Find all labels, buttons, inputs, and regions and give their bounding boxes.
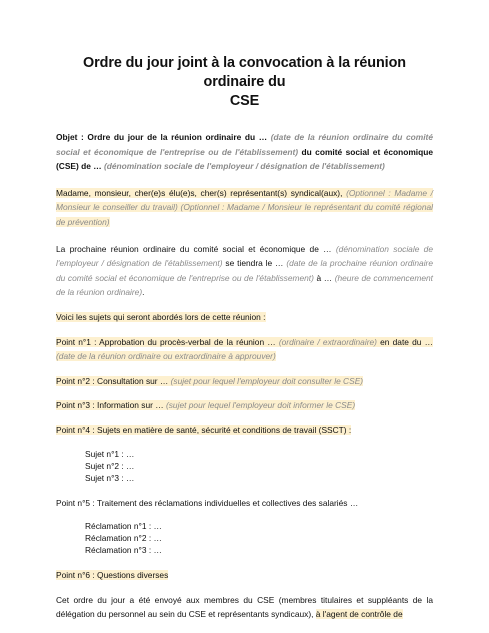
title-line-1: Ordre du jour joint à la convocation à la réunion ordinaire du — [83, 55, 406, 90]
point-2-hint: (sujet pour lequel l'employeur doit consulter le CSE) — [170, 375, 364, 386]
meeting-text-1: La prochaine réunion ordinaire du comité social et économique de … — [56, 243, 336, 254]
point-6-paragraph — [56, 568, 433, 583]
meeting-text-2: se tiendra le … — [222, 258, 287, 269]
salutation-text: Madame, monsieur, cher(e)s élu(e)s, cher(s) représentant(s) syndical(aux), — [56, 187, 347, 198]
meeting-hint-time: (heure de commencement de la réunion ordinaire) — [56, 272, 433, 298]
point-1-paragraph — [56, 335, 433, 364]
objet-text-2: du comité social et économique (CSE) de … — [56, 146, 433, 172]
point-5-text: Point n°5 : Traitement des réclamations individuelles et collectives des salariés … — [56, 497, 359, 508]
objet-paragraph — [56, 130, 433, 174]
reclamation-item: Réclamation n°2 : … — [85, 533, 162, 544]
point-1-hint-type: (ordinaire / extraordinaire) — [278, 336, 377, 347]
point-4-paragraph — [56, 423, 433, 438]
intro-points-paragraph — [56, 310, 433, 325]
closing-text-1: Cet ordre du jour a été envoyé aux membres du CSE (membres titulaires et suppléants de la délégation du personnel au sein du CSE et représentants syndicaux), — [56, 594, 433, 620]
objet-text-1: Objet : Ordre du jour de la réunion ordinaire du … — [56, 132, 271, 142]
point-3-paragraph — [56, 398, 433, 413]
reclamation-item: Réclamation n°3 : … — [85, 545, 162, 556]
closing-paragraph — [56, 593, 433, 622]
title-line-2: CSE — [229, 93, 260, 109]
point-1-text-1: Point n°1 : Approbation du procès-verbal de la réunion … — [56, 336, 279, 347]
sujet-item: Sujet n°3 : … — [85, 472, 135, 483]
point-1-text-2: en date du … — [376, 336, 433, 347]
meeting-text-4: . — [142, 287, 145, 298]
point-1-hint-date: (date de la réunion ordinaire ou extraordinaire à approuver) — [56, 351, 276, 362]
salutation-hint: (Optionnel : Madame / Monsieur le conseiller du travail) (Optionnel : Madame / Monsieur le représentant du comité régional de prévention) — [56, 187, 433, 227]
reclamation-item: Réclamation n°1 : … — [85, 521, 162, 532]
meeting-hint-employer: (dénomination sociale de l'employeur / désignation de l'établissement) — [56, 243, 433, 269]
point-2-text: Point n°2 : Consultation sur … — [56, 375, 171, 386]
intro-points-text: Voici les sujets qui seront abordés lors de cette réunion : — [56, 311, 266, 322]
point-3-text: Point n°3 : Information sur … — [56, 400, 166, 411]
salutation-paragraph — [56, 186, 433, 230]
objet-hint-employer: (dénomination sociale de l'employeur / désignation de l'établissement) — [103, 161, 385, 172]
objet-hint-date: (date de la réunion ordinaire du comité social et économique de l'entreprise ou de l'établissement) — [56, 132, 433, 157]
closing-text-2: à l'agent de contrôle de — [315, 609, 403, 620]
point-6-text: Point n°6 : Questions diverses — [56, 570, 169, 581]
meeting-date-paragraph — [56, 242, 433, 300]
sujet-item: Sujet n°1 : … — [85, 448, 135, 459]
point-2-paragraph — [56, 374, 433, 389]
meeting-text-3: à … — [313, 272, 335, 283]
point-3-hint: (sujet pour lequel l'employeur doit informer le CSE) — [165, 400, 356, 411]
point-5-paragraph — [56, 496, 433, 511]
sujet-item: Sujet n°2 : … — [85, 460, 135, 471]
point-4-text: Point n°4 : Sujets en matière de santé, sécurité et conditions de travail (SSCT) : — [56, 424, 352, 435]
meeting-hint-date: (date de la prochaine réunion ordinaire du comité social et économique de l'entreprise ou de l'établissement) — [56, 258, 434, 283]
document-title — [56, 54, 433, 111]
